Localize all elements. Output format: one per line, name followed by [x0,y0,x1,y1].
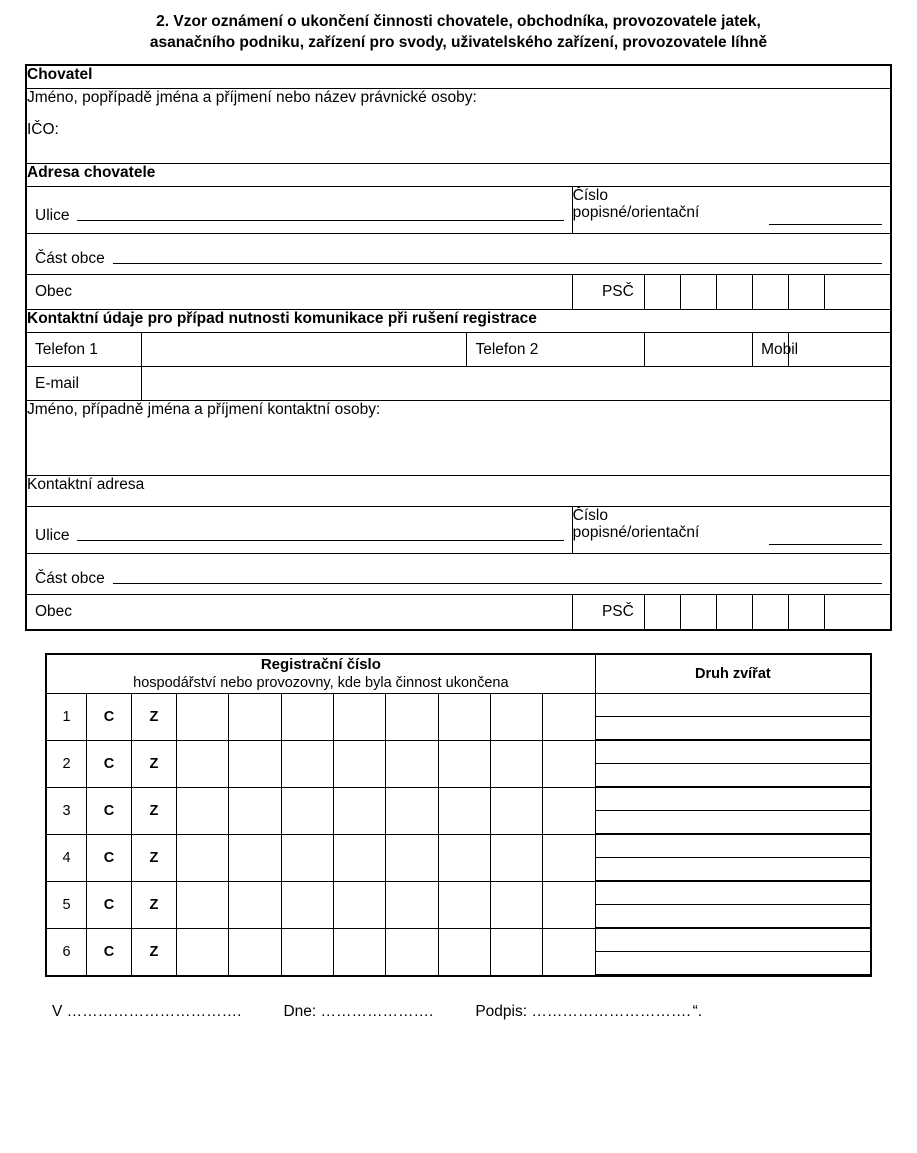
reg-digit-cell[interactable] [543,741,595,788]
mobil-label: Mobil [761,340,799,358]
row-section-adresa [26,163,891,186]
reg-digit-cell[interactable] [281,929,333,977]
kontakt-cast-obce-input-line[interactable] [113,582,882,584]
reg-digit-cell[interactable] [333,788,385,835]
druh-zvirat-cell[interactable] [595,835,871,882]
row-number: 1 [46,694,87,741]
email-label: E-mail [35,374,79,392]
reg-digit-cell[interactable] [281,835,333,882]
reg-digit-cell[interactable] [543,929,595,977]
cell-kontakt-psc-label [572,594,644,630]
kontakt-cislo-label-line-1: Číslo [572,506,608,524]
reg-digit-cell[interactable] [386,694,438,741]
row-number: 3 [46,788,87,835]
cell-email-label [26,366,141,400]
row-section-kontakt [26,309,891,332]
row-prefix-z: Z [131,788,176,835]
telefon1-input[interactable] [141,332,467,366]
row-number: 2 [46,741,87,788]
cell-ulice[interactable] [26,186,572,233]
reg-digit-cell[interactable] [333,694,385,741]
cislo-label-line-1: Číslo [572,186,608,204]
telefon2-input[interactable] [644,332,752,366]
registration-header-row [46,654,871,694]
cell-psc-label [572,274,644,309]
cell-kontakt-obec[interactable] [26,594,572,630]
table-row [46,929,871,977]
registration-table [45,653,872,977]
reg-digit-cell[interactable] [281,694,333,741]
row-obec-psc [26,274,891,309]
registration-table-wrapper [0,653,917,977]
section-header-chovatel: Chovatel [26,65,891,89]
psc-digit-5[interactable] [789,274,825,309]
row-kontakt-ulice [26,506,891,553]
reg-digit-cell[interactable] [490,741,542,788]
registration-header-druh-zvirat: Druh zvířat [595,654,871,694]
kontaktni-osoba-label: Jméno, případně jména a příjmení kontaktní osoby: [27,400,381,418]
reg-digit-cell[interactable] [176,929,228,977]
reg-digit-cell[interactable] [229,835,281,882]
reg-digit-cell[interactable] [333,835,385,882]
place-field[interactable]: V ……………………………. [52,1003,242,1021]
row-prefix-z: Z [131,835,176,882]
registration-header-line-2: hospodářství nebo provozovny, kde byla činnost ukončena [133,675,509,692]
cell-kontaktni-adresa [26,475,891,506]
cell-kontakt-cislo-popisne[interactable] [572,506,891,553]
mobil-input[interactable] [789,332,891,366]
cell-mobil-label [753,332,799,366]
cast-obce-input-line[interactable] [113,262,882,264]
section-header-adresa: Adresa chovatele [26,163,891,186]
reg-digit-cell[interactable] [438,788,490,835]
table-row [46,694,871,741]
date-field[interactable]: Dne: …………………. [283,1003,434,1021]
kontakt-obec-label: Obec [35,602,73,620]
kontakt-psc-digit-1[interactable] [644,594,680,630]
registration-header-left [46,654,595,694]
reg-digit-cell[interactable] [176,835,228,882]
ulice-label: Ulice [35,206,70,224]
cell-cast-obce[interactable] [26,233,891,274]
kontakt-cast-obce-label: Část obce [35,569,105,587]
reg-digit-cell[interactable] [386,835,438,882]
cislo-input-line[interactable] [769,224,882,225]
reg-digit-cell[interactable] [543,835,595,882]
cast-obce-label: Část obce [35,249,105,267]
psc-label: PSČ [601,282,634,300]
row-kontaktni-adresa [26,475,891,506]
kontakt-cislo-label-line-2: popisné/orientační [572,524,700,542]
reg-digit-cell[interactable] [281,788,333,835]
kontaktni-adresa-label: Kontaktní adresa [27,475,145,493]
telefon2-label: Telefon 2 [475,340,539,358]
telefon1-label: Telefon 1 [35,340,98,358]
row-prefix-c: C [87,741,132,788]
row-kontaktni-osoba [26,400,891,475]
reg-digit-cell[interactable] [333,882,385,929]
reg-digit-cell[interactable] [333,929,385,977]
reg-digit-cell[interactable] [490,694,542,741]
row-prefix-c: C [87,882,132,929]
row-kontakt-cast-obce [26,553,891,594]
reg-digit-cell[interactable] [386,882,438,929]
psc-trailing-cell [825,274,891,309]
reg-digit-cell[interactable] [490,929,542,977]
row-prefix-c: C [87,788,132,835]
row-prefix-z: Z [131,741,176,788]
cell-obec[interactable] [26,274,572,309]
row-prefix-z: Z [131,694,176,741]
row-prefix-c: C [87,835,132,882]
row-jmeno-ico [26,88,891,163]
row-cast-obce [26,233,891,274]
main-form-wrapper [25,64,892,631]
psc-digit-3[interactable] [716,274,752,309]
row-email [26,366,891,400]
reg-digit-cell[interactable] [386,741,438,788]
cislo-label-line-2: popisné/orientační [572,204,700,222]
reg-digit-cell[interactable] [543,694,595,741]
cell-telefon2-label [467,332,644,366]
reg-digit-cell[interactable] [229,788,281,835]
row-kontakt-obec-psc [26,594,891,630]
table-row [46,788,871,835]
cell-telefon1-label [26,332,141,366]
signature-footer [0,1003,917,1021]
druh-zvirat-cell[interactable] [595,741,871,788]
jmeno-label: Jméno, popřípadě jména a příjmení nebo název právnické osoby: [27,88,477,106]
cell-kontakt-cast-obce[interactable] [26,553,891,594]
druh-zvirat-cell[interactable] [595,929,871,977]
druh-zvirat-cell[interactable] [595,788,871,835]
row-prefix-z: Z [131,929,176,977]
psc-digit-1[interactable] [644,274,680,309]
cell-jmeno-ico[interactable] [26,88,891,163]
reg-digit-cell[interactable] [543,788,595,835]
row-prefix-c: C [87,694,132,741]
kontakt-ulice-label: Ulice [35,526,70,544]
kontakt-psc-trailing-cell [825,594,891,630]
reg-digit-cell[interactable] [333,741,385,788]
registration-header-line-1: Registrační číslo [260,655,381,673]
reg-digit-cell[interactable] [490,788,542,835]
reg-digit-cell[interactable] [490,882,542,929]
reg-digit-cell[interactable] [176,694,228,741]
row-number: 5 [46,882,87,929]
kontakt-psc-label: PSČ [601,602,634,620]
druh-write-line [596,974,870,975]
email-input[interactable] [141,366,891,400]
psc-digit-2[interactable] [680,274,716,309]
reg-digit-cell[interactable] [176,882,228,929]
row-section-chovatel [26,65,891,89]
row-number: 6 [46,929,87,977]
reg-digit-cell[interactable] [176,788,228,835]
page-title-line-1: 2. Vzor oznámení o ukončení činnosti chovatele, obchodníka, provozovatele jatek, [156,13,761,30]
section-header-kontakt: Kontaktní údaje pro případ nutnosti komunikace při rušení registrace [26,309,891,332]
reg-digit-cell[interactable] [229,741,281,788]
obec-label: Obec [35,282,73,300]
row-prefix-z: Z [131,882,176,929]
table-row [46,882,871,929]
ico-label: IČO: [27,120,59,138]
reg-digit-cell[interactable] [176,741,228,788]
kontakt-psc-digit-3[interactable] [716,594,752,630]
reg-digit-cell[interactable] [281,882,333,929]
druh-zvirat-cell[interactable] [595,694,871,741]
reg-digit-cell[interactable] [386,788,438,835]
signature-field[interactable]: Podpis: …………………………. [475,1003,691,1021]
ulice-input-line[interactable] [77,219,563,221]
psc-digit-4[interactable] [753,274,789,309]
druh-zvirat-cell[interactable] [595,882,871,929]
kontakt-psc-digit-5[interactable] [789,594,825,630]
row-number: 4 [46,835,87,882]
reg-digit-cell[interactable] [281,741,333,788]
cell-cislo-popisne[interactable] [572,186,891,233]
reg-digit-cell[interactable] [438,929,490,977]
kontakt-cislo-input-line[interactable] [769,544,882,545]
row-telefony [26,332,891,366]
kontakt-psc-digit-2[interactable] [680,594,716,630]
cell-kontaktni-osoba[interactable] [26,400,891,475]
reg-digit-cell[interactable] [438,835,490,882]
reg-digit-cell[interactable] [438,741,490,788]
page-title [0,0,917,64]
table-row [46,835,871,882]
kontakt-ulice-input-line[interactable] [77,539,563,541]
main-form-table [25,64,892,631]
row-ulice [26,186,891,233]
reg-digit-cell[interactable] [229,694,281,741]
reg-digit-cell[interactable] [490,835,542,882]
closing-quote: “. [692,1003,703,1021]
reg-digit-cell[interactable] [543,882,595,929]
cell-kontakt-ulice[interactable] [26,506,572,553]
reg-digit-cell[interactable] [386,929,438,977]
page-title-line-2: asanačního podniku, zařízení pro svody, uživatelského zařízení, provozovatele líhně [149,33,768,51]
reg-digit-cell[interactable] [438,694,490,741]
kontakt-psc-digit-4[interactable] [753,594,789,630]
reg-digit-cell[interactable] [229,882,281,929]
reg-digit-cell[interactable] [438,882,490,929]
reg-digit-cell[interactable] [229,929,281,977]
row-prefix-c: C [87,929,132,977]
table-row [46,741,871,788]
